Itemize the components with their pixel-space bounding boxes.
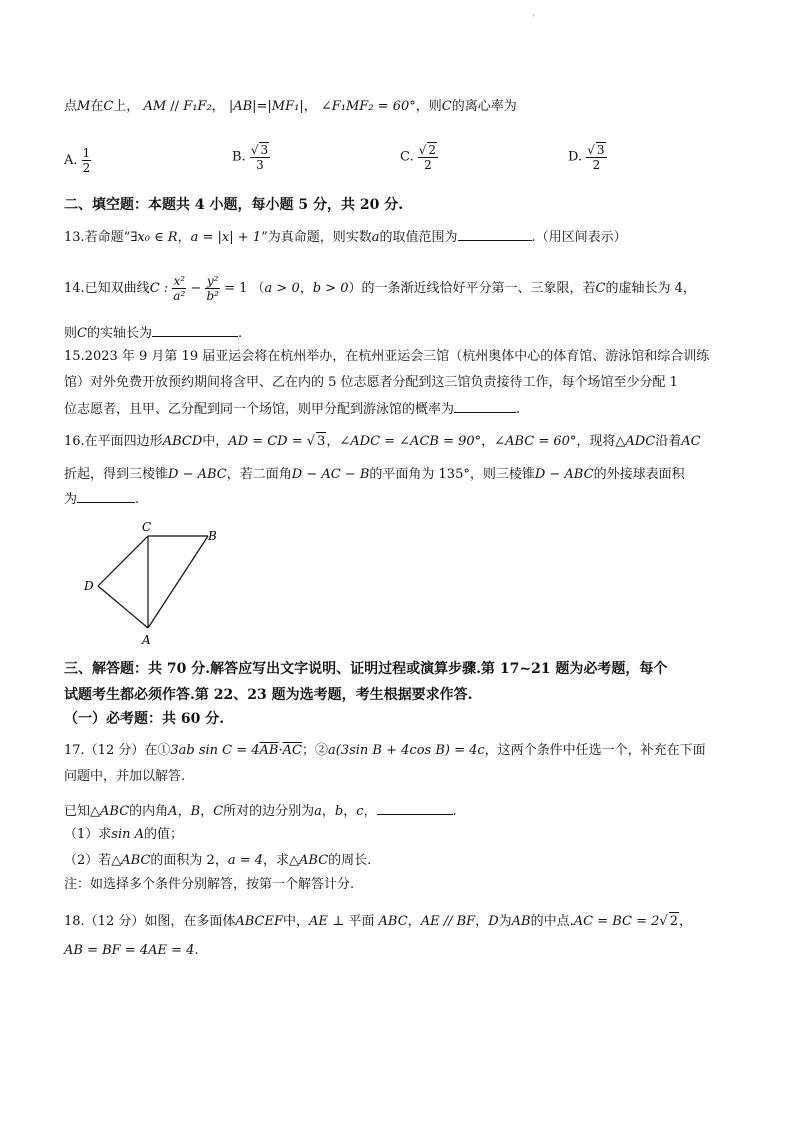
q15-line3: 位志愿者，且甲、乙分配到同一个场馆，则甲分配到游泳馆的概率为 . [64, 402, 521, 417]
label-c: C [142, 520, 152, 534]
q17-line4: （1）求sin A的值； [64, 827, 184, 842]
q17-line5: （2）若△ABC的面积为 2，a = 4，求△ABC的周长. [64, 853, 372, 868]
q13-line: 13.若命题“∃x₀ ∈ R，a = |x| + 1”为真命题，则实数a的取值范围为 .（用区间表示） [64, 230, 627, 245]
segment-dc [98, 536, 148, 586]
choice-a: A. $\frac{1}{2}$ [64, 146, 91, 175]
q17-line1: 17.（12 分）在①3ab $\sin C = 4\overline{AB}\cdot\overline{AC}$；②a(3sin B + 4cos B) = 4c，这两个条件中任选一个，补充在下面 [64, 743, 706, 758]
q16-answer-blank [77, 490, 135, 503]
q12-tail-line: 点M在C上， AM // F₁F₂， |AB|=|MF₁|， ∠F₁MF₂ = 60°，则C的离心率为 [64, 99, 517, 114]
label-a: A [142, 633, 151, 647]
q13-answer-blank [458, 228, 532, 241]
q18-line2: AB = BF = 4AE = 4. [64, 943, 199, 958]
top-mark: ' [532, 14, 535, 24]
q17-line2: 问题中，并加以解答. [64, 769, 186, 784]
q14-answer-blank [152, 324, 238, 337]
q15-line1: 15.2023 年 9 月第 19 届亚运会将在杭州举办，在杭州亚运会三馆（杭州奥体中心的体育馆、游泳馆和综合训练 [64, 349, 710, 364]
section3-line3: （一）必考题：共 60 分. [64, 711, 225, 727]
q15-line2: 馆）对外免费开放预约期间将含甲、乙在内的 5 位志愿者分配到这三馆负责接待工作，每个场馆至少分配 1 [64, 375, 678, 390]
q16-line2: 折起，得到三棱锥D − ABC，若二面角D − AC − B的平面角为 135°，则三棱锥D − ABC的外接球表面积 [64, 467, 685, 482]
choice-b: B. $\frac{√ 3}{3}$ [232, 143, 269, 172]
q16-line1: 16.在平面四边形ABCD中，AD = CD = √ 3，∠ADC = ∠ACB = 90°，∠ABC = 60°，现将△ADC沿着AC [64, 434, 701, 449]
q15-answer-blank [454, 400, 516, 413]
q17-condition-blank [377, 802, 453, 815]
section3-line2: 试题考生都必须作答.第 22、23 题为选考题，考生根据要求作答. [64, 687, 473, 703]
label-b: B [208, 529, 217, 543]
q17-note: 注：如选择多个条件分别解答，按第一个解答计分. [64, 877, 355, 892]
q17-line3: 已知△ABC的内角A，B，C所对的边分别为a，b，c， . [64, 804, 457, 819]
quadrilateral-figure [78, 518, 238, 648]
q18-line1: 18.（12 分）如图，在多面体ABCEF中，AE ⊥ 平面 ABC，AE // BF，D为AB的中点.AC = BC = 2√ 2， [64, 914, 692, 929]
choice-c: C. $\frac{√ 2}{2}$ [400, 143, 437, 172]
section3-line1: 三、解答题：共 70 分.解答应写出文字说明、证明过程或演算步骤.第 17~21 题为必考题，每个 [64, 661, 668, 677]
q14-line2: 则C的实轴长为 . [64, 326, 243, 341]
segment-da [98, 586, 148, 628]
q14-line1: 14.已知双曲线C : $\frac{\text{x²}}{\text{a²}}$ − $\frac{\text{y²}}{\text{b²}}$ = 1 （a > 0，b > 0）的一条渐近线恰好平分第一、三象限，若C的虚轴长为 4， [64, 274, 696, 303]
label-d: D [84, 579, 94, 593]
segment-ba [148, 536, 208, 628]
choice-d: D. $\frac{√ 3}{2}$ [568, 143, 605, 172]
q16-line3: 为 . [64, 492, 140, 507]
section2-title: 二、填空题：本题共 4 小题，每小题 5 分，共 20 分. [64, 197, 404, 213]
